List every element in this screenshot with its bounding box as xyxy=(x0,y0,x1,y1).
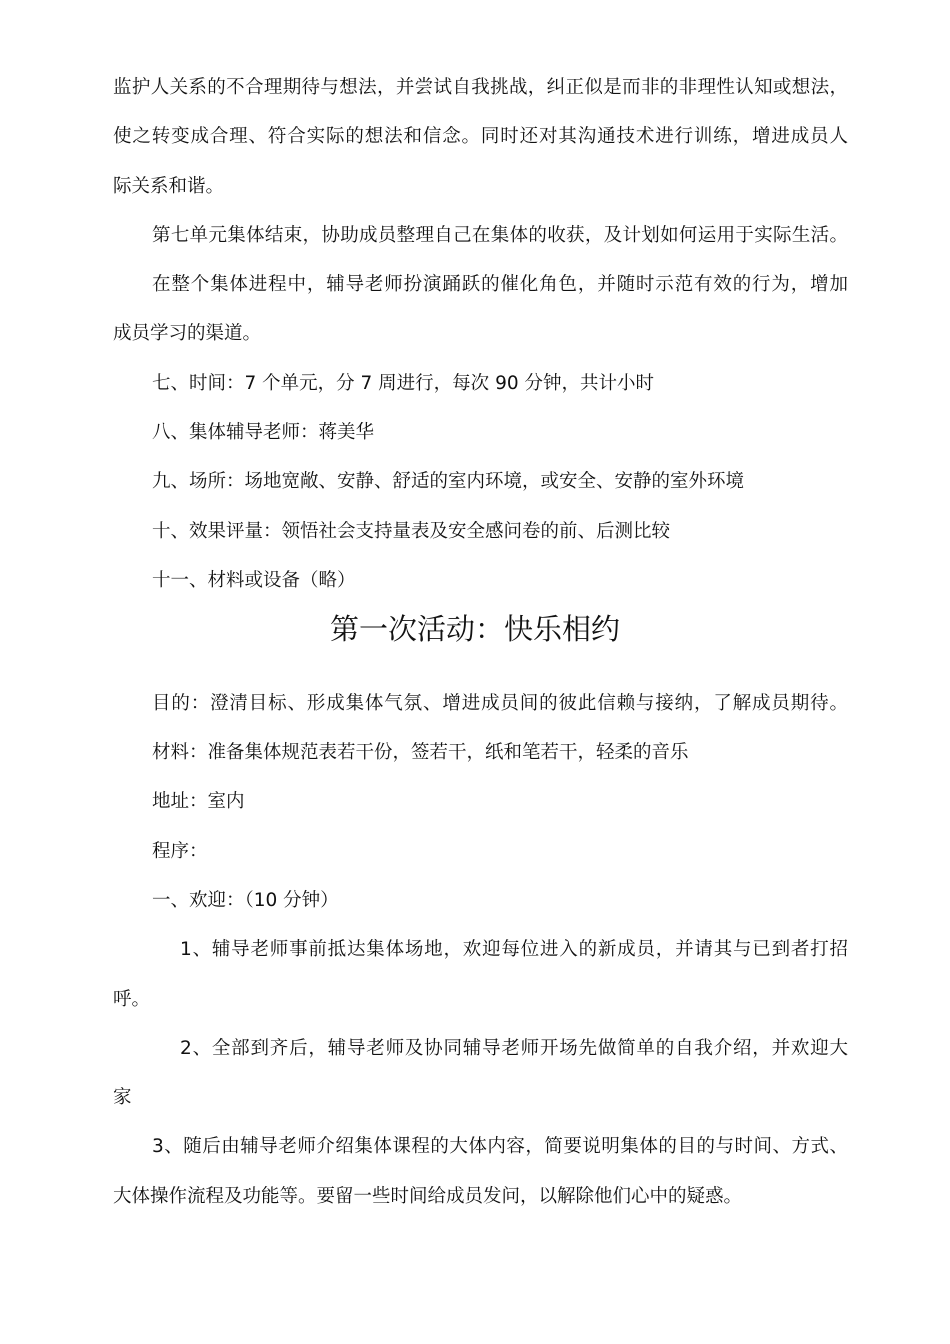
step-item-line: 家 xyxy=(113,1087,132,1108)
item-materials: 十一、材料或设备（略） xyxy=(152,570,356,591)
step-item-line: 1、辅导老师事前抵达集体场地，欢迎每位进入的新成员，并请其与已到者打招 xyxy=(180,939,848,960)
step-heading: 一、欢迎：（10 分钟） xyxy=(152,890,339,911)
paragraph-line: 际关系和谐。 xyxy=(113,176,225,197)
item-venue: 九、场所：场地宽敞、安静、舒适的室内环境，或安全、安静的室外环境 xyxy=(152,471,745,492)
activity-location: 地址：室内 xyxy=(152,791,245,812)
item-time: 七、时间：7 个单元，分 7 周进行，每次 90 分钟，共计小时 xyxy=(152,373,654,394)
paragraph-line: 成员学习的渠道。 xyxy=(113,323,262,344)
paragraph-line: 第七单元集体结束，协助成员整理自己在集体的收获，及计划如何运用于实际生活。 xyxy=(152,225,848,246)
step-item-line: 呼。 xyxy=(113,989,151,1010)
step-item-line: 大体操作流程及功能等。要留一些时间给成员发问，以解除他们心中的疑惑。 xyxy=(113,1186,743,1207)
paragraph-line: 在整个集体进程中，辅导老师扮演踊跃的催化角色，并随时示范有效的行为，增加 xyxy=(152,274,848,295)
paragraph-line: 监护人关系的不合理期待与想法，并尝试自我挑战，纠正似是而非的非理性认知或想法， xyxy=(113,77,848,98)
item-teacher: 八、集体辅导老师：蒋美华 xyxy=(152,422,375,443)
step-item-line: 3、随后由辅导老师介绍集体课程的大体内容，简要说明集体的目的与时间、方式、 xyxy=(152,1136,848,1157)
activity-materials: 材料：准备集体规范表若干份，签若干，纸和笔若干，轻柔的音乐 xyxy=(152,742,689,763)
activity-purpose: 目的：澄清目标、形成集体气氛、增进成员间的彼此信赖与接纳，了解成员期待。 xyxy=(152,693,848,714)
activity-procedure-label: 程序： xyxy=(152,841,208,862)
step-item-line: 2、全部到齐后，辅导老师及协同辅导老师开场先做简单的自我介绍，并欢迎大 xyxy=(180,1038,848,1059)
section-title: 第一次活动：快乐相约 xyxy=(329,612,620,646)
paragraph-line: 使之转变成合理、符合实际的想法和信念。同时还对其沟通技术进行训练，增进成员人 xyxy=(113,126,848,147)
item-evaluation: 十、效果评量：领悟社会支持量表及安全感问卷的前、后测比较 xyxy=(152,521,671,542)
